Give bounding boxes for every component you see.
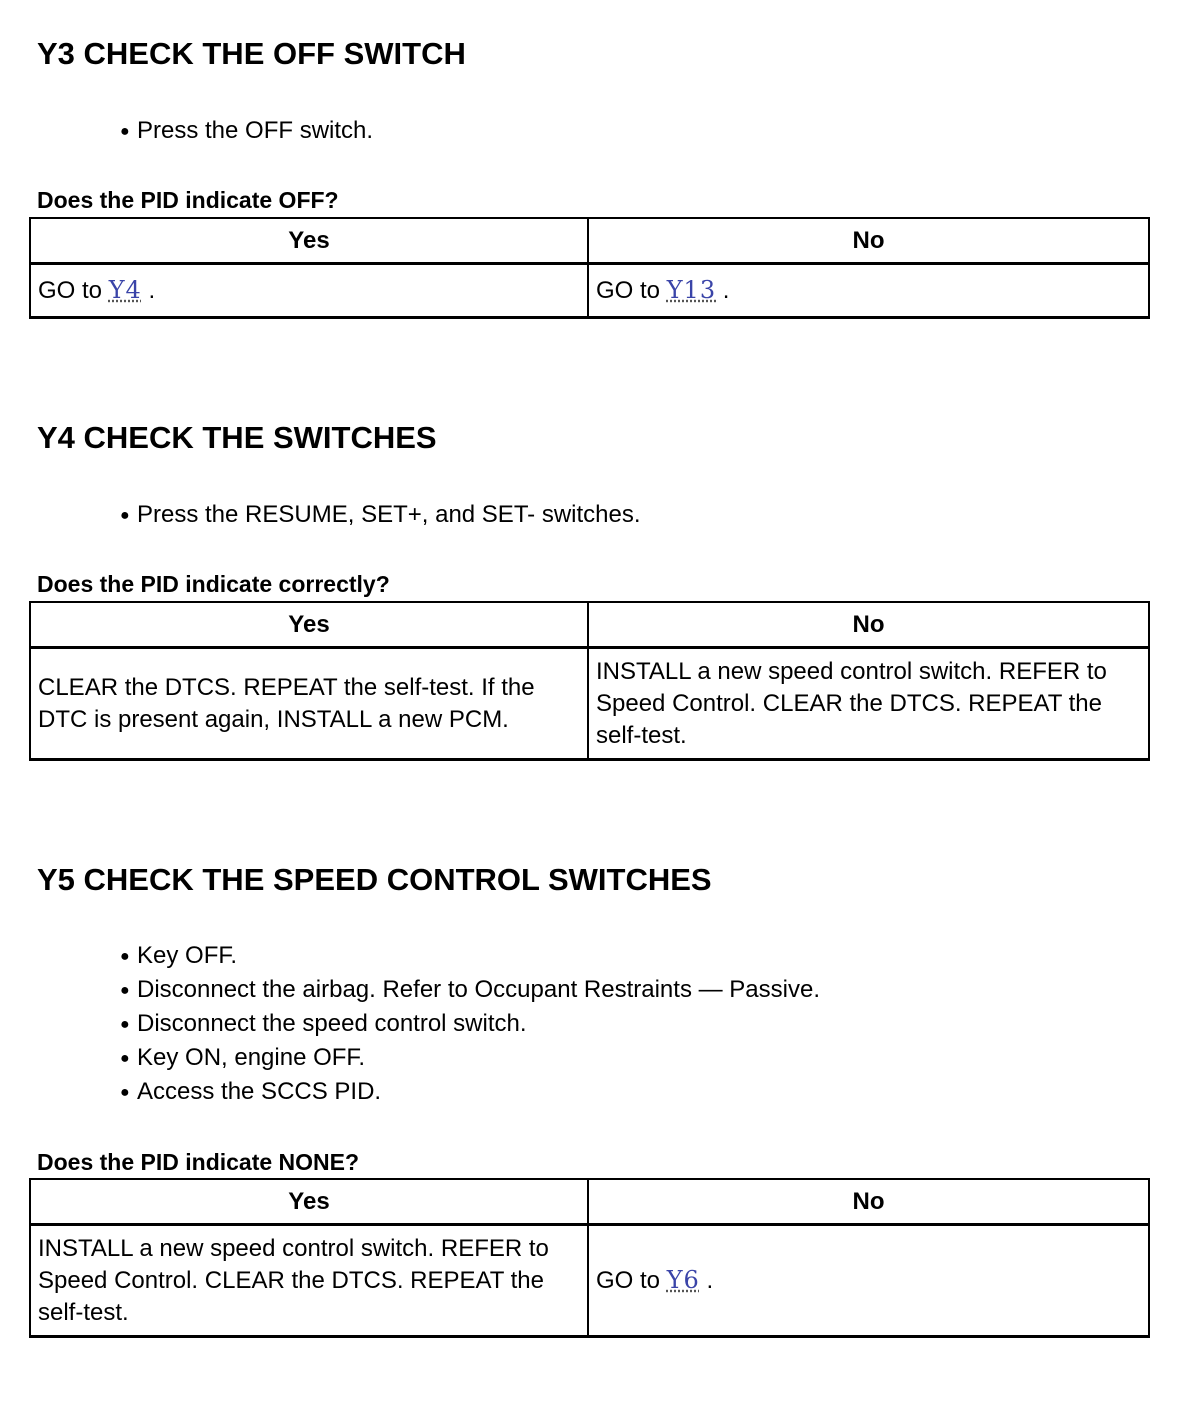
no-header: No bbox=[588, 602, 1149, 648]
yes-header: Yes bbox=[30, 1179, 588, 1225]
bullet-icon: ● bbox=[120, 1016, 130, 1033]
yes-cell: GO to Y4 . bbox=[30, 264, 588, 318]
no-header: No bbox=[588, 218, 1149, 264]
instruction-item: ● Disconnect the speed control switch. bbox=[120, 1007, 820, 1041]
bullet-icon: ● bbox=[120, 123, 130, 140]
decision-table bbox=[29, 217, 1150, 319]
no-header: No bbox=[588, 1179, 1149, 1225]
instruction-list bbox=[120, 114, 373, 148]
decision-table bbox=[29, 601, 1150, 761]
yes-cell: CLEAR the DTCS. REPEAT the self-test. If the DTC is present again, INSTALL a new PCM. bbox=[30, 648, 588, 760]
no-cell: INSTALL a new speed control switch. REFER to Speed Control. CLEAR the DTCS. REPEAT the self-test. bbox=[588, 648, 1149, 760]
step-title: Y5 CHECK THE SPEED CONTROL SWITCHES bbox=[37, 862, 712, 897]
instruction-item: ● Key ON, engine OFF. bbox=[120, 1041, 820, 1075]
step-title: Y3 CHECK THE OFF SWITCH bbox=[37, 36, 466, 71]
bullet-icon: ● bbox=[120, 1050, 130, 1067]
yes-cell: INSTALL a new speed control switch. REFER to Speed Control. CLEAR the DTCS. REPEAT the self-test. bbox=[30, 1225, 588, 1337]
step-title: Y4 CHECK THE SWITCHES bbox=[37, 420, 437, 455]
instruction-list bbox=[120, 939, 820, 1109]
bullet-icon: ● bbox=[120, 1084, 130, 1101]
bullet-icon: ● bbox=[120, 507, 130, 524]
no-cell: GO to Y6 . bbox=[588, 1225, 1149, 1337]
question: Does the PID indicate correctly? bbox=[37, 571, 390, 597]
goto-y13-link[interactable]: Y13 bbox=[666, 276, 717, 304]
question: Does the PID indicate NONE? bbox=[37, 1149, 360, 1175]
instruction-item: ● Access the SCCS PID. bbox=[120, 1075, 820, 1109]
instruction-list bbox=[120, 498, 641, 532]
yes-header: Yes bbox=[30, 602, 588, 648]
goto-y6-link[interactable]: Y6 bbox=[666, 1266, 700, 1294]
instruction-item: ● Disconnect the airbag. Refer to Occupant Restraints — Passive. bbox=[120, 973, 820, 1007]
instruction-item: ● Key OFF. bbox=[120, 939, 820, 973]
decision-table bbox=[29, 1178, 1150, 1338]
goto-y4-link[interactable]: Y4 bbox=[108, 276, 142, 304]
bullet-icon: ● bbox=[120, 982, 130, 999]
no-cell: GO to Y13 . bbox=[588, 264, 1149, 318]
instruction-item: ● Press the RESUME, SET+, and SET- switches. bbox=[120, 498, 641, 532]
question: Does the PID indicate OFF? bbox=[37, 187, 339, 213]
instruction-item: ● Press the OFF switch. bbox=[120, 114, 373, 148]
bullet-icon: ● bbox=[120, 948, 130, 965]
yes-header: Yes bbox=[30, 218, 588, 264]
